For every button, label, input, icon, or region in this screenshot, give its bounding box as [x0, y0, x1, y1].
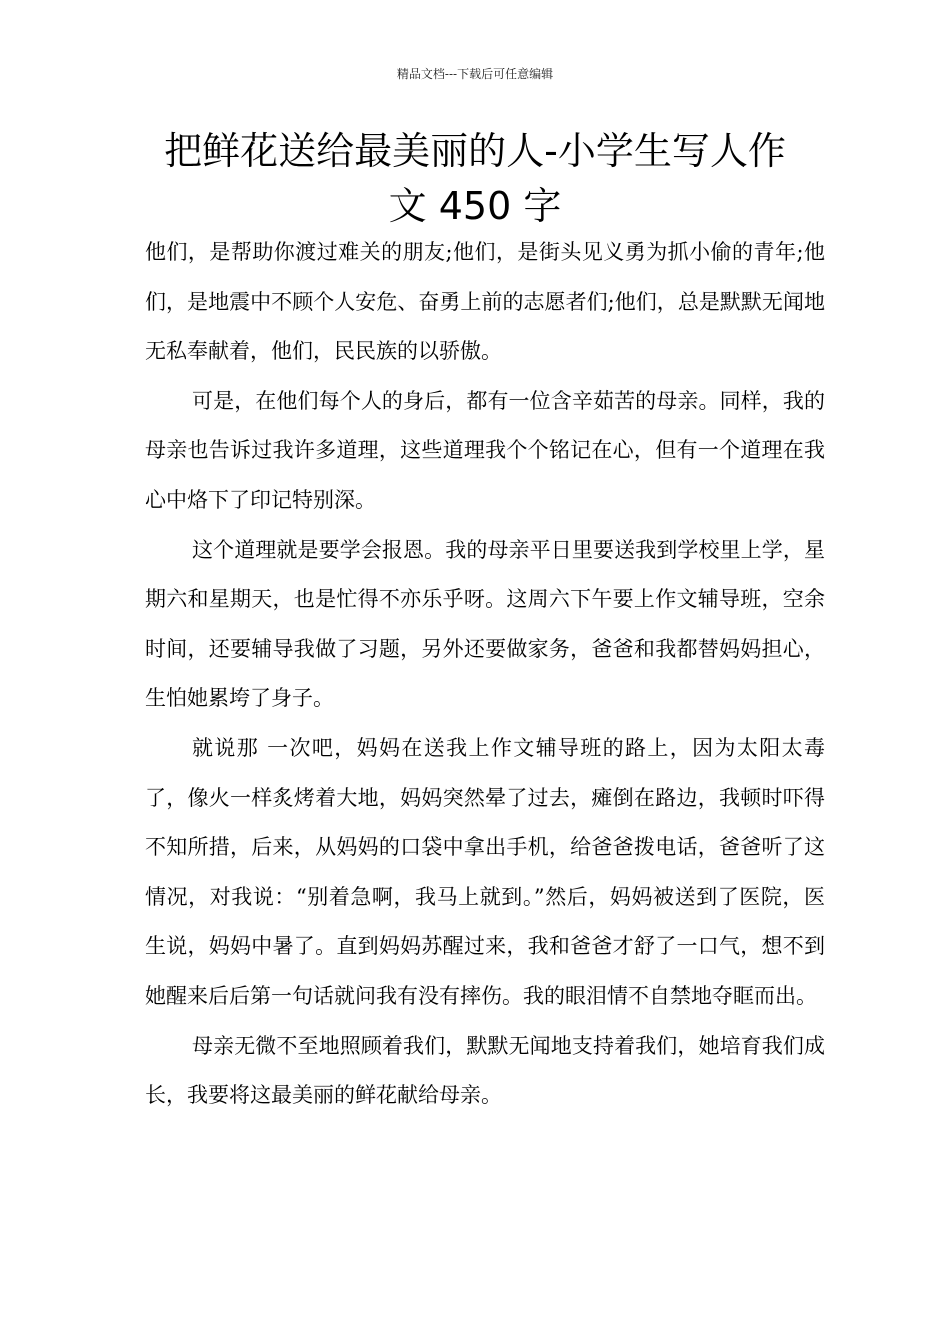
article-body	[145, 228, 825, 1121]
paragraph-1: 他们，是帮助你渡过难关的朋友;他们，是街头见义勇为抓小偷的青年;他们，是地震中不顾个人安危、奋勇上前的志愿者们;他们，总是默默无闻地无私奉献着，他们，民民族的以骄傲。	[145, 240, 825, 364]
document-title	[120, 124, 830, 234]
title-line-2: 文 450 字	[388, 184, 562, 228]
paragraph-3: 这个道理就是要学会报恩。我的母亲平日里要送我到学校里上学，星期六和星期天，也是忙得不亦乐乎呀。这周六下午要上作文辅导班，空余时间，还要辅导我做了习题，另外还要做家务，爸爸和我都替妈妈担心，生怕她累垮了身子。	[145, 537, 825, 711]
page-header: 精品文档---下载后可任意编辑	[396, 67, 554, 81]
title-line-1: 把鲜花送给最美丽的人-小学生写人作	[164, 129, 786, 173]
paragraph-5: 母亲无微不至地照顾着我们，默默无闻地支持着我们，她培育我们成长，我要将这最美丽的鲜花献给母亲。	[145, 1033, 825, 1108]
paragraph-2: 可是，在他们每个人的身后，都有一位含辛茹苦的母亲。同样，我的母亲也告诉过我许多道理，这些道理我个个铭记在心，但有一个道理在我心中烙下了印记特别深。	[145, 388, 825, 512]
paragraph-4: 就说那 一次吧，妈妈在送我上作文辅导班的路上，因为太阳太毒了，像火一样炙烤着大地，妈妈突然晕了过去，瘫倒在路边，我顿时吓得不知所措，后来，从妈妈的口袋中拿出手机，给爸爸拨电话，爸爸听了这情况，对我说：“别着急啊，我马上就到。”然后，妈妈被送到了医院，医生说，妈妈中暑了。直到妈妈苏醒过来，我和爸爸才舒了一口气，想不到她醒来后后第一句话就问我有没有摔伤。我的眼泪情不自禁地夺眶而出。	[145, 735, 825, 1008]
